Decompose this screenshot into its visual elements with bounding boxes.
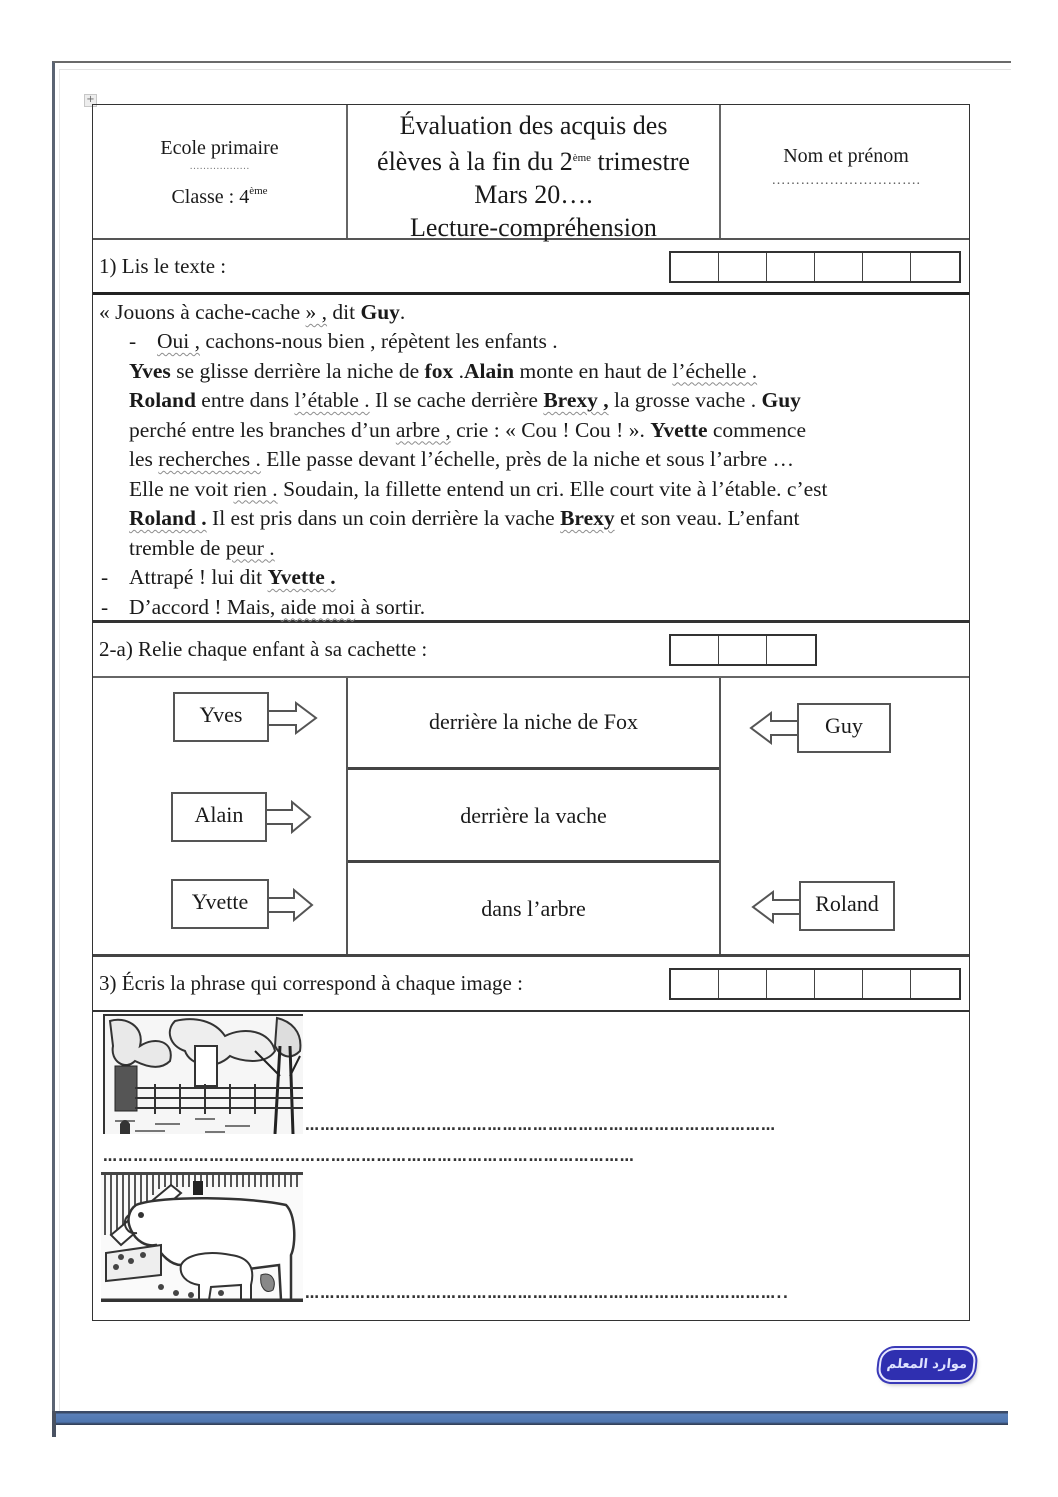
title-line-2 [348, 142, 719, 178]
passage-line [99, 298, 405, 328]
child-name: Roland [815, 891, 879, 916]
text: entre dans [195, 388, 295, 412]
text: . [399, 300, 406, 324]
text: Brexy [560, 506, 615, 530]
character-name: Yves [129, 358, 171, 383]
child-name: Yves [199, 702, 243, 727]
header-name-cell [721, 105, 971, 238]
score-box[interactable] [863, 253, 911, 281]
text: tremble de [129, 535, 226, 560]
dialogue-dash: - [129, 329, 137, 353]
passage-line [129, 357, 828, 387]
score-box[interactable] [671, 636, 719, 664]
score-box[interactable] [815, 253, 863, 281]
bottom-bar-edge [52, 1411, 56, 1437]
text: arbre , [395, 417, 451, 442]
title-line-2-sup: ème [572, 152, 592, 164]
hiding-places-column [348, 678, 721, 954]
arrow-left-icon [751, 890, 801, 924]
exam-sheet [92, 104, 970, 1321]
school-dots: ……………… [189, 161, 250, 172]
image-sentences-area [93, 1012, 969, 1322]
text: Brexy , [543, 388, 609, 412]
text: Elle passe devant l’échelle, près de la niche et sous l’arbre … [260, 447, 795, 471]
child-name: Yvette [191, 889, 249, 914]
character-name: Guy [360, 300, 400, 324]
dialogue-dash: - [101, 565, 109, 589]
passage-line [129, 416, 828, 446]
text: » , [305, 300, 328, 324]
class-label: Classe : 4 [171, 186, 250, 208]
text: rien . [233, 476, 278, 501]
text: aide moi [280, 594, 356, 619]
reading-passage [93, 295, 969, 623]
child-box-yvette[interactable] [171, 879, 269, 929]
dialogue-dash: - [101, 594, 109, 619]
question-3-label: 3) Écris la phrase qui correspond à chaque image : [99, 971, 523, 995]
question-2a-label: 2-a) Relie chaque enfant à sa cachette : [99, 637, 428, 661]
title-line-4: Lecture-compréhension [410, 213, 657, 242]
character-name: Alain [463, 358, 515, 383]
cow-scene-drawing-icon [101, 1175, 303, 1302]
text: les [129, 447, 159, 471]
hiding-place-vache[interactable]: derrière la vache [348, 770, 719, 863]
score-box[interactable] [767, 253, 815, 281]
score-box[interactable] [719, 253, 767, 281]
text: recherches . [158, 447, 261, 471]
child-box-yves[interactable] [173, 692, 269, 742]
right-children-column [721, 678, 971, 954]
text: Il est pris dans un coin derrière la vache [206, 506, 561, 530]
exam-title [348, 109, 719, 244]
text: fox [424, 358, 454, 383]
passage-line [129, 445, 828, 475]
score-box[interactable] [911, 253, 959, 281]
text: et son veau. L’enfant [614, 506, 800, 530]
name-field[interactable]: …………………………. [771, 173, 921, 188]
image-cow-scene [101, 1172, 303, 1302]
passage-line [101, 563, 828, 593]
name-label: Nom et prénom [783, 145, 909, 167]
character-name: Yvette . [267, 565, 336, 589]
left-children-column [93, 678, 348, 954]
arrow-left-icon [749, 711, 799, 745]
question-3-row [93, 957, 969, 1012]
passage-body [101, 327, 828, 622]
header-title-cell [348, 105, 721, 242]
school-name: Ecole primaire [160, 137, 279, 159]
child-box-roland[interactable] [799, 881, 895, 931]
passage-line [129, 504, 828, 534]
score-box[interactable] [767, 636, 815, 664]
text: . [453, 358, 464, 383]
text: « Jouons à cache-cache [99, 300, 306, 324]
passage-line [129, 534, 828, 564]
class-level [93, 185, 346, 209]
score-box[interactable] [671, 970, 719, 998]
question-2a-row [93, 623, 969, 678]
answer-line-2[interactable]: …………………………………………………………………………………………… [103, 1149, 635, 1165]
score-box[interactable] [911, 970, 959, 998]
image-tree-scene [103, 1014, 303, 1134]
score-box[interactable] [719, 636, 767, 664]
text: Attrapé ! lui dit [129, 565, 268, 589]
matching-exercise [93, 678, 969, 957]
passage-line [129, 475, 828, 505]
question-2a-score-boxes [669, 634, 817, 666]
text: perché entre les branches d’un [129, 417, 396, 442]
question-1-row [93, 240, 969, 295]
character-name: Roland [129, 388, 196, 412]
passage-line [101, 593, 828, 623]
child-box-alain[interactable] [171, 792, 267, 842]
character-name: Guy [761, 388, 801, 412]
score-box[interactable] [767, 970, 815, 998]
child-name: Guy [825, 713, 863, 738]
score-box[interactable] [815, 970, 863, 998]
arrow-right-icon [268, 888, 314, 922]
answer-line-1[interactable]: ………………………………………………………………………………… [305, 1118, 777, 1134]
text: l’étable . [294, 388, 370, 412]
bottom-status-bar [52, 1411, 1008, 1425]
text: peur . [225, 535, 275, 560]
question-3-score-boxes [669, 968, 961, 1000]
header-school-cell [93, 105, 348, 238]
class-sup: ème [249, 185, 268, 197]
passage-line [129, 386, 828, 416]
question-1-score-boxes [669, 251, 961, 283]
text: D’accord ! Mais, [129, 594, 281, 619]
score-box[interactable] [863, 970, 911, 998]
tree-scene-drawing-icon [105, 1016, 303, 1134]
score-box[interactable] [671, 253, 719, 281]
title-line-2-post: trimestre [591, 147, 690, 176]
table-move-handle-icon[interactable]: + [84, 94, 97, 107]
text: crie : « Cou ! Cou ! ». [450, 417, 651, 442]
character-name: Yvette [650, 417, 708, 442]
text: la grosse vache . [608, 388, 762, 412]
hiding-place-arbre[interactable]: dans l’arbre [481, 896, 586, 921]
title-line-1: Évaluation des acquis des [399, 111, 668, 140]
answer-line-3[interactable]: ………………………………………………………………………………….. [305, 1286, 790, 1302]
text: dit [327, 300, 361, 324]
text: l’échelle . [672, 358, 758, 383]
text: monte en haut de [514, 358, 673, 383]
arrow-right-icon [268, 701, 318, 735]
text: cachons-nous bien , répètent les enfants . [200, 329, 558, 353]
site-logo: موارد المعلم [877, 1348, 977, 1382]
arrow-right-icon [266, 800, 312, 834]
character-name: Roland . [129, 506, 207, 530]
child-name: Alain [194, 802, 244, 827]
text: Il se cache derrière [369, 388, 544, 412]
child-box-guy[interactable] [797, 703, 891, 753]
text: se glisse derrière la niche de [170, 358, 425, 383]
text: à sortir. [355, 594, 426, 619]
title-line-3: Mars 20…. [474, 180, 593, 209]
text: Soudain, la fillette entend un cri. Elle court vite à l’étable. c’est [277, 476, 828, 501]
hiding-place-niche[interactable]: derrière la niche de Fox [348, 678, 719, 770]
passage-line [129, 327, 828, 357]
text: Oui , [157, 329, 200, 353]
question-1-label: 1) Lis le texte : [99, 254, 227, 278]
score-box[interactable] [719, 970, 767, 998]
text: Elle ne voit [129, 476, 234, 501]
text: commence [707, 417, 807, 442]
exam-header [93, 105, 969, 240]
title-line-2-pre: élèves à la fin du 2 [377, 147, 573, 176]
